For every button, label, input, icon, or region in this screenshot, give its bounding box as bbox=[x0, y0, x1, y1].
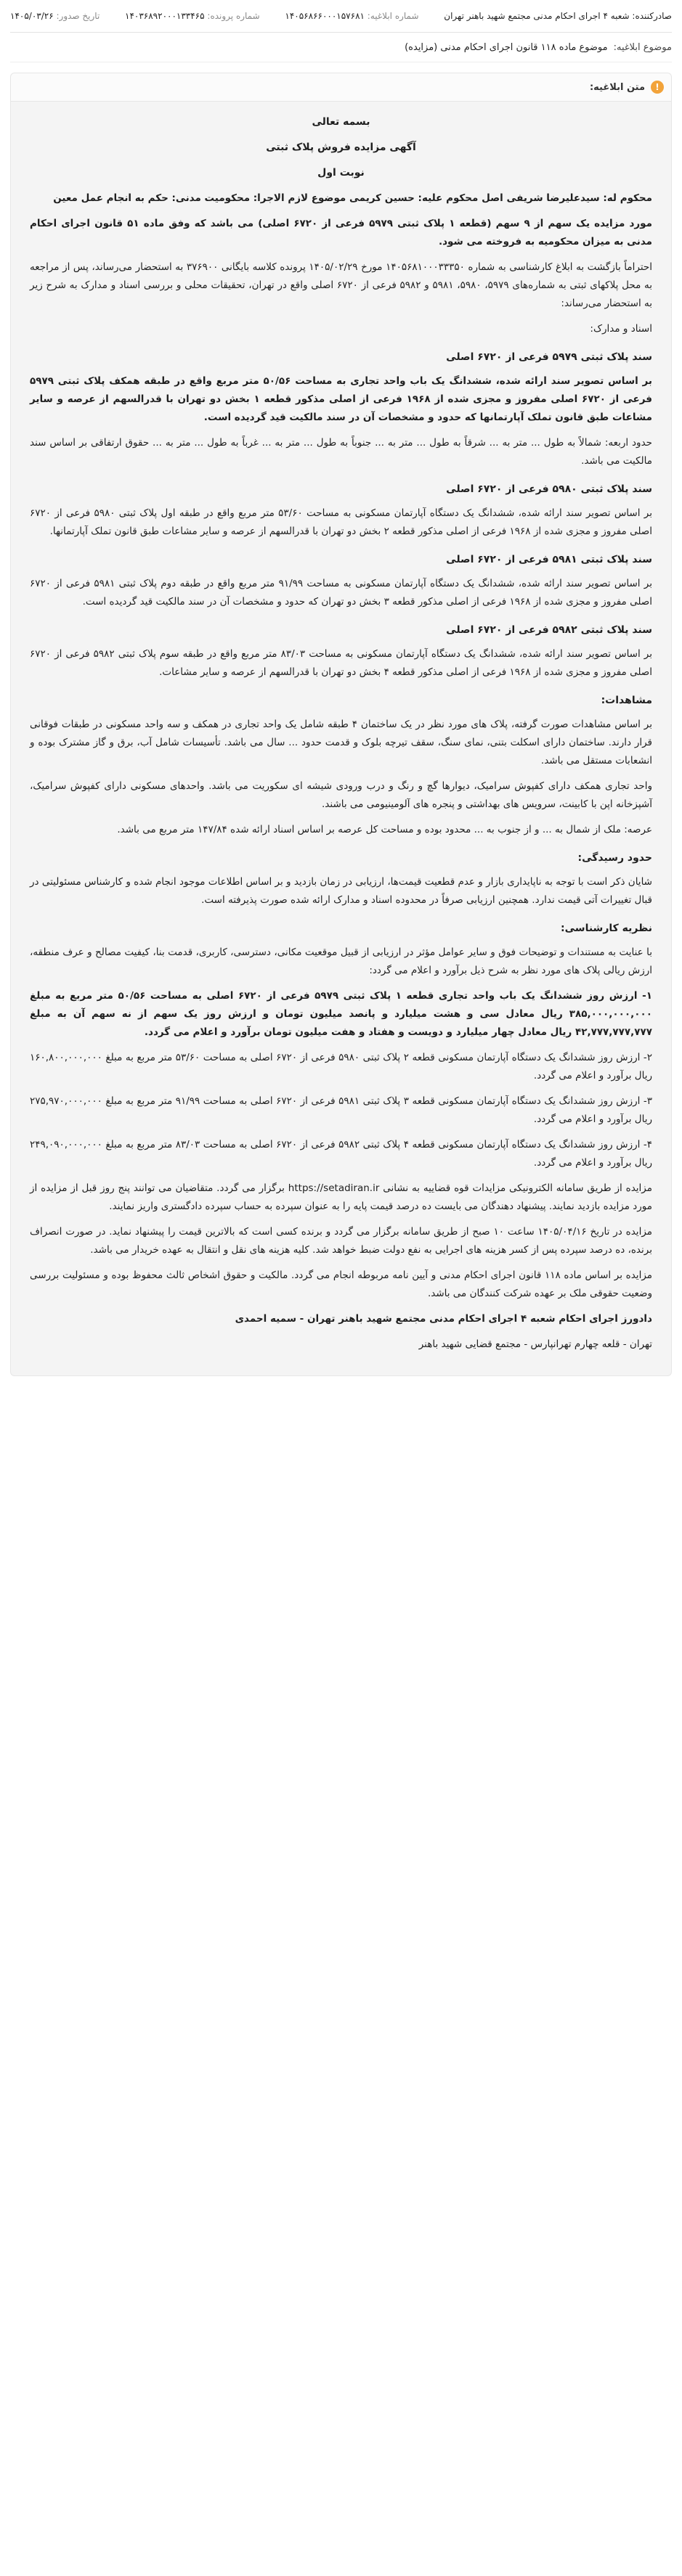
conditions-paragraph-1: مزایده از طریق سامانه الکترونیکی مزایدات قوه قضاییه به نشانی https://setadiran.ir برگزار می گردد. متقاضیان می توانند پنج روز قبل از مزایده از مورد مزایده بازدید نمایند. پیشنهاد دهندگان می بایست ده درصد قیمت پایه را به عنوان سپرده به حساب سپرده دادگستری واریز نمایند. bbox=[30, 1182, 652, 1212]
notice-header bbox=[10, 73, 672, 101]
scope-heading: حدود رسیدگی: bbox=[577, 852, 652, 864]
subject-row bbox=[10, 33, 672, 62]
auction-subject-paragraph: مورد مزایده یک سهم از ۹ سهم (قطعه ۱ پلاک ثبتی ۵۹۷۹ فرعی از ۶۷۲۰ اصلی) می باشد که وفق ماده ۵۱ قانون اجرای احکام مدنی به میزان محکومیه به فروخته می شود. bbox=[30, 218, 652, 248]
conditions-paragraph-2: مزایده در تاریخ ۱۴۰۵/۰۴/۱۶ ساعت ۱۰ صبح از طریق سامانه برگزار می گردد و برنده کسی است که بالاترین قیمت را پیشنهاد نماید. در صورت انصراف برنده، ده درصد سپرده پس از کسر هزینه های اجرایی به نفع دولت ضبط خواهد شد. کلیه هزینه های نقل و انتقال به عهده خریدار می باشد. bbox=[30, 1226, 652, 1256]
notice-title: متن ابلاغیه: bbox=[589, 81, 645, 93]
subject-value: موضوع ماده ۱۱۸ قانون اجرای احکام مدنی (مزایده) bbox=[405, 41, 608, 53]
scope-paragraph: شایان ذکر است با توجه به ناپایداری بازار و عدم قطعیت قیمت‌ها، ارزیابی در زمان بازدید و بر اساس اطلاعات موجود انجام شده و کارشناس مسئولیتی در قبال تغییرات آتی قیمت ندارد. همچنین ارزیابی صرفاً در محدوده اسناد و مدارک ارائه شده صورت پذیرفته است. bbox=[30, 876, 652, 906]
deed-text-5981: بر اساس تصویر سند ارائه شده، ششدانگ یک دستگاه آپارتمان مسکونی به مساحت ۹۱/۹۹ متر مربع واقع در طبقه دوم پلاک ثبتی ۵۹۸۱ فرعی از ۶۷۲۰ اصلی مفروز و مجزی شده از ۱۹۶۸ فرعی از اصلی مذکور قطعه ۳ بخش دو تهران که حدود و مشخصات آن در سند مالکیت قید گردیده است. bbox=[30, 578, 652, 608]
deed-text-5979: بر اساس تصویر سند ارائه شده، ششدانگ یک باب واحد تجاری به مساحت ۵۰/۵۶ متر مربع واقع در طبقه همکف پلاک ثبتی ۵۹۷۹ فرعی از ۶۷۲۰ اصلی مفروز و مجزی شده از ۱۹۶۸ فرعی از اصلی مذکور قطعه ۱ بخش دو تهران با قدرالسهم از عرصه و سایر مشاعات طبق قانون تملک آپارتمانها که حدود و مشخصات آن در سند مالکیت قید گردیده است. bbox=[30, 375, 653, 423]
opinion-heading: نظریه کارشناسی: bbox=[561, 923, 652, 934]
deed-heading-5979: سند پلاک ثبتی ۵۹۷۹ فرعی از ۶۷۲۰ اصلی bbox=[446, 351, 652, 363]
issuer: صادرکننده: شعبه ۴ اجرای احکام مدنی مجتمع شهید باهنر تهران bbox=[444, 11, 672, 21]
heading-auction-title: آگهی مزایده فروش پلاک ثبتی bbox=[266, 142, 416, 153]
subject-label: موضوع ابلاغیه: bbox=[613, 41, 672, 53]
valuation-item-4: ۴- ارزش روز ششدانگ یک دستگاه آپارتمان مسکونی قطعه ۴ پلاک ثبتی ۵۹۸۲ فرعی از ۶۷۲۰ اصلی به مساحت ۸۳/۰۳ متر مربع به مبلغ ۲۴۹,۰۹۰,۰۰۰,۰۰۰ ریال برآورد و اعلام می گردد. bbox=[30, 1139, 653, 1169]
notice-body bbox=[10, 101, 672, 1376]
valuation-item-3: ۳- ارزش روز ششدانگ یک دستگاه آپارتمان مسکونی قطعه ۳ پلاک ثبتی ۵۹۸۱ فرعی از ۶۷۲۰ اصلی به مساحت ۹۱/۹۹ متر مربع به مبلغ ۲۷۵,۹۷۰,۰۰۰,۰۰۰ ریال برآورد و اعلام می گردد. bbox=[30, 1095, 653, 1125]
heading-basmala: بسمه تعالی bbox=[312, 116, 370, 128]
documents-label: اسناد و مدارک: bbox=[590, 323, 652, 335]
issue-date: تاریخ صدور: ۱۴۰۵/۰۳/۲۶ bbox=[10, 11, 100, 21]
deed-heading-5980: سند پلاک ثبتی ۵۹۸۰ فرعی از ۶۷۲۰ اصلی bbox=[446, 483, 652, 495]
land-paragraph: عرصه: ملک از شمال به ... و از جنوب به ... محدود بوده و مساحت کل عرصه بر اساس اسناد ارائه شده ۱۴۷/۸۴ متر مربع می باشد. bbox=[117, 824, 652, 835]
observations-paragraph-2: واحد تجاری همکف دارای کفپوش سرامیک، دیوارها گچ و رنگ و درب ورودی شیشه ای سکوریت می باشد. واحدهای مسکونی دارای کفپوش سرامیک، آشپزخانه اپن با کابینت، سرویس های بهداشتی و پنجره های آلومینیومی می باشند. bbox=[30, 780, 652, 810]
conditions-paragraph-3: مزایده بر اساس ماده ۱۱۸ قانون اجرای احکام مدنی و آیین نامه مربوطه انجام می گردد. مالکیت و حقوق اشخاص ثالث محفوظ بوده و مسئولیت بررسی وضعیت حقوقی ملک بر عهده شرکت کنندگان می باشد. bbox=[30, 1269, 652, 1299]
parties-paragraph: محکوم له: سیدعلیرضا شریفی اصل محکوم علیه: حسین کریمی موضوع لازم الاجرا: محکومیت مدنی: حکم به انجام عمل معین bbox=[53, 192, 652, 204]
address-line: تهران - قلعه چهارم تهرانپارس - مجتمع قضایی شهید باهنر bbox=[418, 1338, 652, 1350]
opinion-paragraph: با عنایت به مستندات و توضیحات فوق و سایر عوامل مؤثر در ارزیابی از قبیل موقعیت مکانی، دسترسی، کاربری، قدمت بنا، کیفیت مصالح و عرف منطقه، ارزش ریالی پلاک های مورد نظر به شرح ذیل برآورد و اعلام می گردد: bbox=[30, 946, 652, 976]
expert-intro-paragraph: احتراماً بازگشت به ابلاغ کارشناسی به شماره ۱۴۰۵۶۸۱۰۰۰۳۳۳۵۰ مورخ ۱۴۰۵/۰۲/۲۹ پرونده کلاسه بایگانی ۳۷۶۹۰۰ به استحضار می‌رساند، پس از مراجعه به محل پلاکهای ثبتی به شماره‌های ۵۹۷۹، ۵۹۸۰، ۵۹۸۱ و ۵۹۸۲ فرعی از ۶۷۲۰ اصلی واقع در تهران، تحقیقات محلی و بررسی اسناد و مدارک به شرح زیر به استحضار می‌رساند: bbox=[30, 261, 653, 309]
deed-heading-5982: سند پلاک ثبتی ۵۹۸۲ فرعی از ۶۷۲۰ اصلی bbox=[446, 624, 652, 636]
notice-number: شماره ابلاغیه: ۱۴۰۵۶۸۶۶۰۰۰۱۵۷۶۸۱ bbox=[285, 11, 419, 21]
valuation-item-2: ۲- ارزش روز ششدانگ یک دستگاه آپارتمان مسکونی قطعه ۲ پلاک ثبتی ۵۹۸۰ فرعی از ۶۷۲۰ اصلی به مساحت ۵۳/۶۰ متر مربع به مبلغ ۱۶۰,۸۰۰,۰۰۰,۰۰۰ ریال برآورد و اعلام می گردد. bbox=[30, 1052, 653, 1081]
case-number: شماره پرونده: ۱۴۰۳۶۸۹۲۰۰۰۱۳۳۴۶۵ bbox=[125, 11, 260, 21]
boundaries-paragraph: حدود اربعه: شمالاً به طول ... متر به ... شرقاً به طول ... متر به ... جنوباً به طول ... متر به ... غرباً به طول ... متر به ... حقوق ارتفاقی بر اساس سند مالکیت می باشد. bbox=[30, 437, 652, 467]
notice-meta-bar bbox=[10, 0, 672, 33]
deed-text-5980: بر اساس تصویر سند ارائه شده، ششدانگ یک دستگاه آپارتمان مسکونی به مساحت ۵۳/۶۰ متر مربع واقع در طبقه اول پلاک ثبتی ۵۹۸۰ فرعی از ۶۷۲۰ اصلی مفروز و مجزی شده از ۱۹۶۸ فرعی از اصلی مذکور قطعه ۲ بخش دو تهران با قدرالسهم از عرصه و سایر مشاعات طبق قانون تملک آپارتمانها. bbox=[30, 507, 652, 537]
deed-text-5982: بر اساس تصویر سند ارائه شده، ششدانگ یک دستگاه آپارتمان مسکونی به مساحت ۸۳/۰۳ متر مربع واقع در طبقه سوم پلاک ثبتی ۵۹۸۲ فرعی از ۶۷۲۰ اصلی مفروز و مجزی شده از ۱۹۶۸ فرعی از اصلی مذکور قطعه ۴ بخش دو تهران با قدرالسهم از عرصه و سایر مشاعات. bbox=[30, 648, 652, 678]
heading-round: نوبت اول bbox=[317, 167, 365, 179]
observations-heading: مشاهدات: bbox=[601, 695, 652, 706]
deed-heading-5981: سند پلاک ثبتی ۵۹۸۱ فرعی از ۶۷۲۰ اصلی bbox=[446, 554, 652, 565]
signature-line: دادورز اجرای احکام شعبه ۴ اجرای احکام مدنی مجتمع شهید باهنر تهران - سمیه احمدی bbox=[235, 1313, 652, 1325]
valuation-item-1: ۱- ارزش روز ششدانگ یک باب واحد تجاری قطعه ۱ پلاک ثبتی ۵۹۷۹ فرعی از ۶۷۲۰ اصلی به مساحت ۵۰/۵۶ متر مربع به مبلغ ۳۸۵,۰۰۰,۰۰۰,۰۰۰ ریال معادل سی و هشت میلیارد و پانصد میلیون تومان و ارزش روز یک سهم از نه سهم آن به مبلغ ۴۲,۷۷۷,۷۷۷,۷۷۷ ریال معادل چهار میلیارد و دویست و هفتاد و هفت میلیون تومان برآورد و اعلام می گردد. bbox=[30, 990, 652, 1038]
info-icon: ! bbox=[651, 81, 664, 94]
observations-paragraph-1: بر اساس مشاهدات صورت گرفته، پلاک های مورد نظر در یک ساختمان ۴ طبقه شامل یک واحد تجاری در همکف و سه واحد مسکونی در طبقات فوقانی قرار دارند. ساختمان دارای اسکلت بتنی، نمای سنگ، سقف تیرچه بلوک و قدمت حدود ... سال می باشد. تأسیسات شامل آب، برق و گاز مشترک بوده و انشعابات مستقل می باشد. bbox=[30, 719, 652, 766]
